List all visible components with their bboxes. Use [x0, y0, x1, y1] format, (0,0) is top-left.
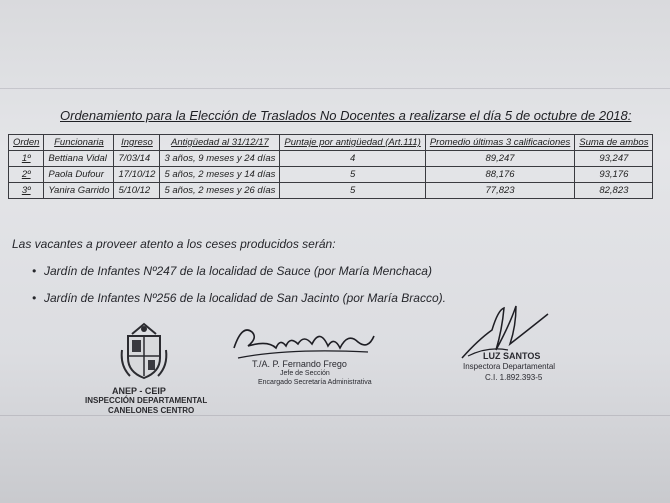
cell-orden: 1º [9, 151, 44, 167]
cell-puntaje: 4 [280, 151, 425, 167]
cell-ingreso: 17/10/12 [114, 167, 160, 183]
header-promedio: Promedio últimas 3 calificaciones [425, 135, 574, 151]
vacancy-text: Jardín de Infantes Nº256 de la localidad de San Jacinto (por María Bracco). [44, 291, 446, 305]
signature-1-role: Encargado Secretaría Administrativa [258, 379, 372, 386]
cell-suma: 93,176 [575, 167, 653, 183]
header-puntaje: Puntaje por antigüedad (Art.111) [280, 135, 425, 151]
cell-ingreso: 5/10/12 [114, 183, 160, 199]
cell-suma: 82,823 [575, 183, 653, 199]
paper-fold [0, 415, 670, 416]
coat-of-arms-icon [118, 320, 170, 382]
signature-2-role: Inspectora Departamental [463, 362, 556, 371]
cell-promedio: 89,247 [425, 151, 574, 167]
stamp-line-2: INSPECCIÓN DEPARTAMENTAL [85, 396, 208, 405]
cell-puntaje: 5 [280, 167, 425, 183]
cell-antiguedad: 5 años, 2 meses y 14 días [160, 167, 280, 183]
cell-ingreso: 7/03/14 [114, 151, 160, 167]
stamp-line-1: ANEP - CEIP [112, 386, 166, 396]
signature-2-id: C.I. 1.892.393-5 [485, 373, 543, 382]
header-orden: Orden [9, 135, 44, 151]
cell-puntaje: 5 [280, 183, 425, 199]
cell-antiguedad: 5 años, 2 meses y 26 días [160, 183, 280, 199]
table-header-row [9, 135, 653, 151]
cell-orden: 3º [9, 183, 44, 199]
ranking-table [8, 134, 653, 199]
header-funcionaria: Funcionaria [44, 135, 114, 151]
cell-funcionaria: Bettiana Vidal [44, 151, 114, 167]
table-row [9, 183, 653, 199]
vacancy-text: Jardín de Infantes Nº247 de la localidad de Sauce (por María Menchaca) [44, 264, 432, 278]
list-item [32, 264, 432, 278]
cell-antiguedad: 3 años, 9 meses y 24 días [160, 151, 280, 167]
vacancies-intro: Las vacantes a proveer atento a los ceses producidos serán: [12, 237, 336, 251]
table-row [9, 151, 653, 167]
bullet-icon: • [32, 291, 37, 305]
table-row [9, 167, 653, 183]
stamp-line-3: CANELONES CENTRO [108, 406, 195, 415]
cell-promedio: 88,176 [425, 167, 574, 183]
bullet-icon: • [32, 264, 37, 278]
header-suma: Suma de ambos [575, 135, 653, 151]
cell-suma: 93,247 [575, 151, 653, 167]
signature-1-role: Jefe de Sección [280, 370, 330, 377]
signature-2-name: LUZ SANTOS [483, 351, 541, 361]
cell-promedio: 77,823 [425, 183, 574, 199]
list-item [32, 291, 446, 305]
cell-orden: 2º [9, 167, 44, 183]
cell-funcionaria: Paola Dufour [44, 167, 114, 183]
header-antiguedad: Antigüedad al 31/12/17 [160, 135, 280, 151]
signature-1-name: T./A. P. Fernando Frego [252, 359, 347, 369]
header-ingreso: Ingreso [114, 135, 160, 151]
document-title: Ordenamiento para la Elección de Traslados No Docentes a realizarse el día 5 de octubre de 2018: [60, 108, 632, 123]
paper-fold [0, 88, 670, 89]
cell-funcionaria: Yanira Garrido [44, 183, 114, 199]
